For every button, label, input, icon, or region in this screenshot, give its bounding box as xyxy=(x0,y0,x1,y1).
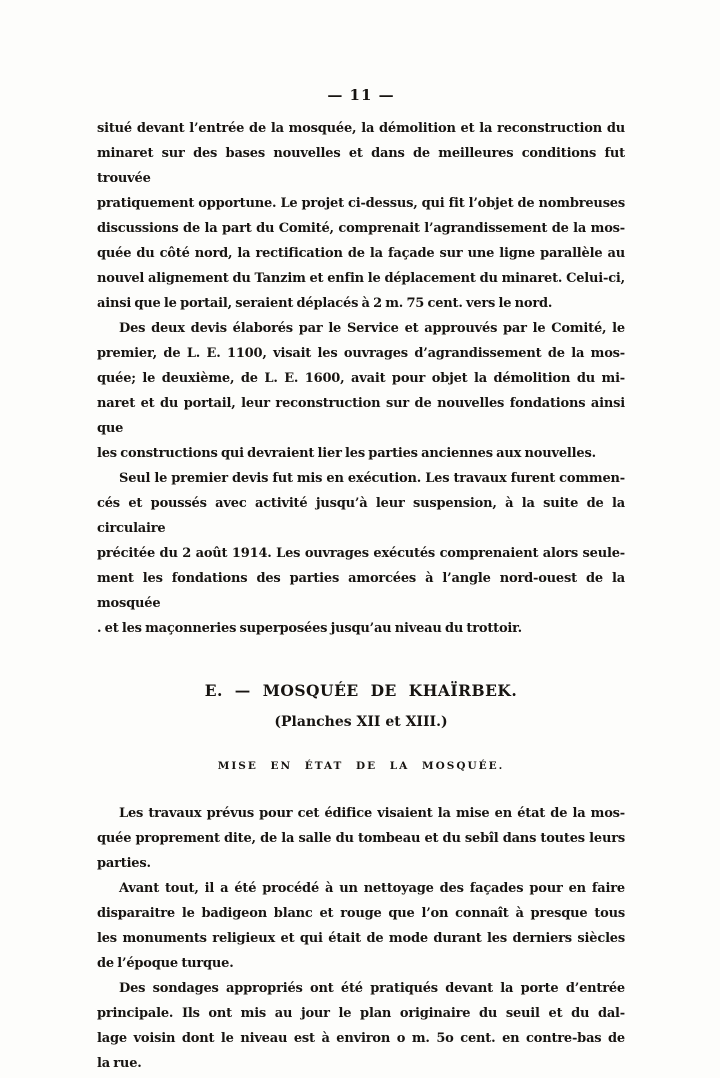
text-line: ainsi que le portail, seraient déplacés à 2 m. 75 cent. vers le nord. xyxy=(97,296,553,311)
text-line: lage voisin dont le niveau est à environ o m. 5o cent. en contre-bas de xyxy=(97,1031,625,1046)
text-line: précitée du 2 août 1914. Les ouvrages exécutés comprenaient alors seule- xyxy=(97,546,625,561)
text-block xyxy=(97,86,625,1076)
section-heading: E. — MOSQUÉE DE KHAÏRBEK. xyxy=(204,681,518,700)
body-paragraph-6 xyxy=(97,976,625,1076)
body-paragraph-2 xyxy=(97,316,625,466)
body-paragraph-4 xyxy=(97,801,625,876)
plates-note: (Planches XII et XIII.) xyxy=(274,714,448,730)
text-line: parties. xyxy=(97,856,151,871)
text-line: pratiquement opportune. Le projet ci-dessus, qui fit l’objet de nombreuses xyxy=(97,196,625,211)
text-line: premier, de L. E. 1100, visait les ouvrages d’agrandissement de la mos- xyxy=(97,346,625,361)
text-line: Avant tout, il a été procédé à un nettoyage des façades pour en faire xyxy=(119,881,625,896)
text-line: naret et du portail, leur reconstruction sur de nouvelles fondations ainsi que xyxy=(97,396,625,436)
text-line: Des deux devis élaborés par le Service et approuvés par le Comité, le xyxy=(119,321,625,336)
subsection-heading: MISE EN ÉTAT DE LA MOSQUÉE. xyxy=(217,760,505,772)
text-line: disparaitre le badigeon blanc et rouge que l’on connaît à presque tous xyxy=(97,906,625,921)
text-line: les constructions qui devraient lier les parties anciennes aux nouvelles. xyxy=(97,446,596,461)
text-line: Seul le premier devis fut mis en exécution. Les travaux furent commen- xyxy=(119,471,625,486)
body-paragraph-5 xyxy=(97,876,625,976)
text-line: ment les fondations des parties amorcées à l’angle nord-ouest de la mosquée xyxy=(97,571,625,611)
text-line: de l’époque turque. xyxy=(97,956,234,971)
text-line: quée proprement dite, de la salle du tombeau et du sebîl dans toutes leurs xyxy=(97,831,625,846)
body-paragraph-1 xyxy=(97,116,625,316)
text-line: cés et poussés avec activité jusqu’à leur suspension, à la suite de la circulaire xyxy=(97,496,625,536)
text-line: Les travaux prévus pour cet édifice visaient la mise en état de la mos- xyxy=(119,806,625,821)
text-line: minaret sur des bases nouvelles et dans de meilleures conditions fut trouvée xyxy=(97,146,625,186)
text-line: Des sondages appropriés ont été pratiqués devant la porte d’entrée xyxy=(119,981,625,996)
text-line: principale. Ils ont mis au jour le plan originaire du seuil et du dal- xyxy=(97,1006,625,1021)
text-line: la rue. xyxy=(97,1056,142,1071)
text-line: situé devant l’entrée de la mosquée, la démolition et la reconstruction du xyxy=(97,121,625,136)
text-line: discussions de la part du Comité, comprenait l’agrandissement de la mos- xyxy=(97,221,625,236)
text-line: les monuments religieux et qui était de mode durant les derniers siècles xyxy=(97,931,625,946)
body-paragraph-3 xyxy=(97,466,625,641)
text-line: quée; le deuxième, de L. E. 1600, avait pour objet la démolition du mi- xyxy=(97,371,625,386)
page-number: — 11 — xyxy=(327,86,395,104)
text-line: quée du côté nord, la rectification de la façade sur une ligne parallèle au xyxy=(97,246,625,261)
text-line: . et les maçonneries superposées jusqu’au niveau du trottoir. xyxy=(97,621,522,636)
text-line: nouvel alignement du Tanzim et enfin le déplacement du minaret. Celui-ci, xyxy=(97,271,625,286)
